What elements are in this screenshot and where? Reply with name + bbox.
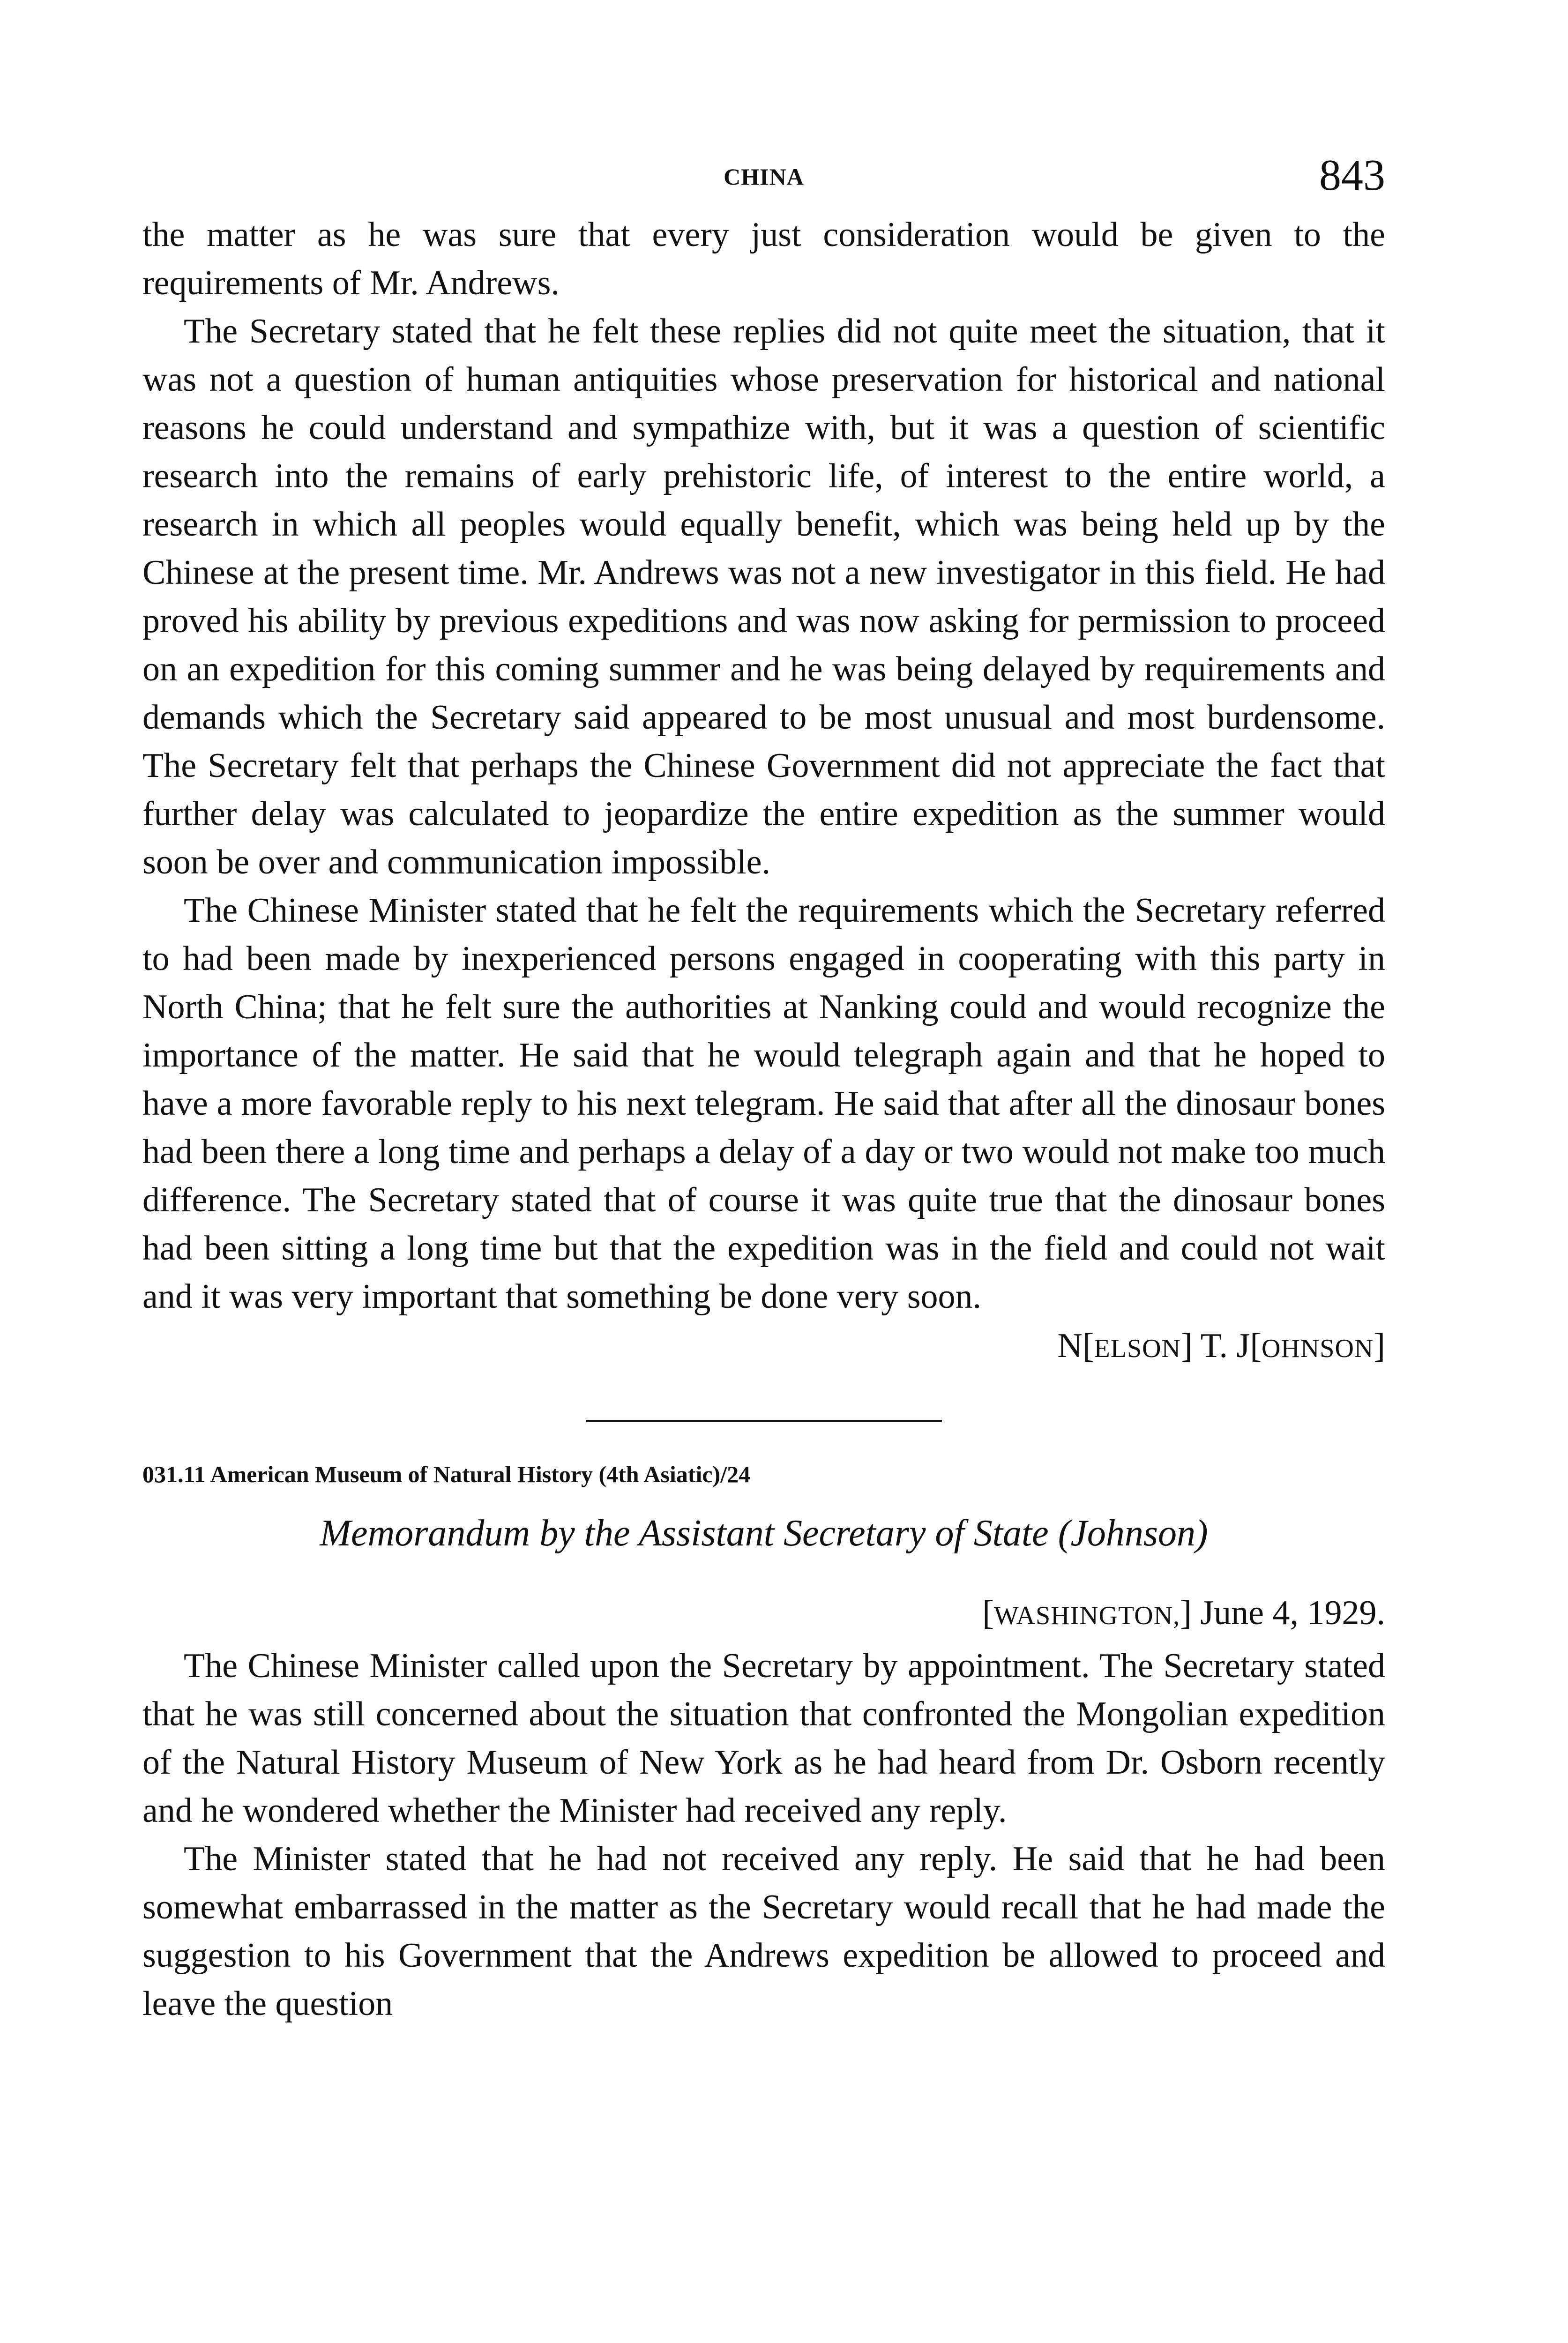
page-number: 843 — [1319, 151, 1385, 200]
paragraph-continued: the matter as he was sure that every just consideration would be given to the requirements of Mr. Andrews. — [142, 216, 1385, 302]
memo-title: Memorandum by the Assistant Secretary of State (Johnson) — [320, 1513, 1208, 1554]
dateline-date: June 4, 1929. — [1200, 1594, 1385, 1632]
dateline-place: WASHINGTON, — [993, 1601, 1180, 1630]
dateline: [WASHINGTON,] June 4, 1929. — [982, 1594, 1385, 1632]
file-reference: 031.11 American Museum of Natural History (4th Asiatic)/24 — [142, 1461, 751, 1487]
memo-title-name: Johnson — [1070, 1513, 1195, 1554]
memo-title-text: Memorandum by the Assistant Secretary of State — [320, 1513, 1049, 1554]
document-page — [142, 150, 1385, 2028]
paragraph-minister-reply: The Chinese Minister stated that he felt the requirements which the Secretary referred to had been made by inexperienced persons engaged in cooperating with this party in North China; that he felt sure the authorities at Nanking could and would recognize the importance of the matter. He said that he would telegraph again and that he hoped to have a more favorable reply to his next telegram. He said that after all the dinosaur bones had been there a long time and perhaps a delay of a day or two would not make too much difference. The Secretary stated that of course it was quite true that the dinosaur bones had been sitting a long time but that the expedition was in the field and could not wait and it was very important that something be done very soon. — [142, 891, 1385, 1316]
memo-paragraph-minister-reply: The Minister stated that he had not received any reply. He said that he had been somewhat embarrassed in the matter as the Secretary would recall that he had made the suggestion to his Government that the Andrews expedition be allowed to proceed and leave the question — [142, 1840, 1385, 2023]
memo-paragraph-appointment: The Chinese Minister called upon the Secretary by appointment. The Secretary stated that he was still concerned about the situation that confronted the Mongolian expedition of the Natural History Museum of New York as he had heard from Dr. Osborn recently and he wondered whether the Minister had received any reply. — [142, 1647, 1385, 1830]
signature-first-rest: ELSON — [1094, 1334, 1181, 1363]
signature-last-rest: OHNSON — [1261, 1334, 1374, 1363]
signature: N[ELSON] T. J[OHNSON] — [1057, 1327, 1385, 1365]
signature-first-initial: N — [1057, 1327, 1083, 1365]
signature-last-initial: J — [1236, 1327, 1250, 1365]
running-head — [142, 150, 1385, 211]
running-title: CHINA — [724, 164, 804, 190]
signature-middle: T. — [1200, 1327, 1228, 1365]
paragraph-secretary-statement: The Secretary stated that he felt these replies did not quite meet the situation, that it was not a question of human antiquities whose preservation for historical and national reasons he could understand and sympathize with, but it was a question of scientific research into the remains of early prehistoric life, of interest to the entire world, a research in which all peoples would equally benefit, which was being held up by the Chinese at the present time. Mr. Andrews was not a new investigator in this field. He had proved his ability by previous expeditions and was now asking for permission to proceed on an expedition for this coming summer and he was being delayed by requirements and demands which the Secretary said appeared to be most unusual and most burdensome. The Secretary felt that perhaps the Chinese Government did not appreciate the fact that further delay was calculated to jeopardize the entire expedition as the summer would soon be over and communication impossible. — [142, 312, 1385, 881]
section-divider — [586, 1420, 942, 1422]
